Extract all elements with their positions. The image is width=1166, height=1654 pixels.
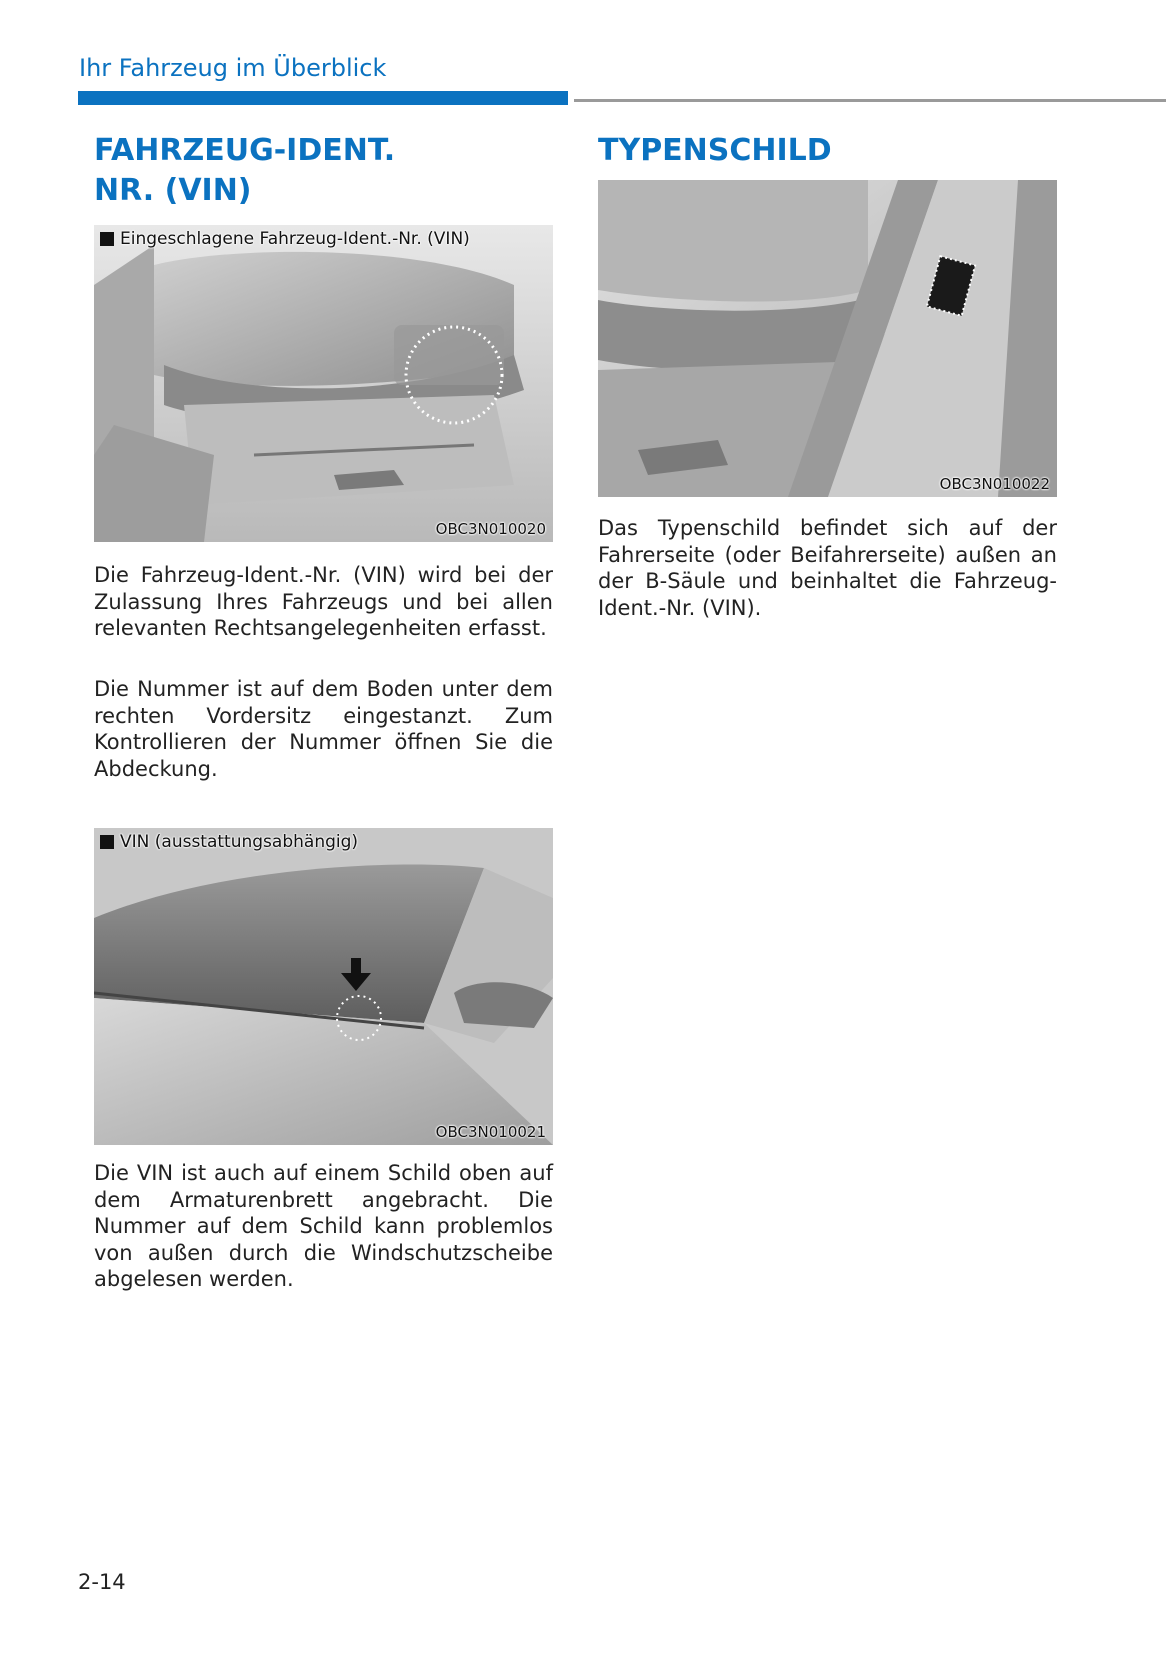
typenschild-figure-code: OBC3N010022 bbox=[939, 475, 1050, 493]
typenschild-figure bbox=[598, 180, 1057, 497]
vin-windshield-figure bbox=[94, 828, 553, 1145]
running-header-title: Ihr Fahrzeug im Überblick bbox=[79, 54, 387, 82]
header-rule-gray bbox=[574, 99, 1166, 102]
b-pillar-illustration bbox=[598, 180, 1057, 497]
vin-windshield-figure-caption: VIN (ausstattungsabhängig) bbox=[100, 832, 358, 852]
vin-title-line2: NR. (VIN) bbox=[94, 173, 252, 208]
seat-floor-illustration bbox=[94, 225, 553, 542]
vin-floor-figure-code: OBC3N010020 bbox=[435, 520, 546, 538]
caption-square-icon bbox=[100, 232, 114, 246]
vin-paragraph-2: Die Nummer ist auf dem Boden unter dem rechten Vordersitz eingestanzt. Zum Kontrollieren der Nummer öffnen Sie die Abdeckung. bbox=[94, 677, 553, 781]
vin-floor-figure bbox=[94, 225, 553, 542]
vin-section-title bbox=[94, 131, 395, 211]
vin-floor-figure-caption: Eingeschlagene Fahrzeug-Ident.-Nr. (VIN) bbox=[100, 229, 470, 249]
header-rule-blue bbox=[78, 91, 568, 105]
vin-windshield-figure-code: OBC3N010021 bbox=[435, 1123, 546, 1141]
windshield-illustration bbox=[94, 828, 553, 1145]
page-number: 2-14 bbox=[78, 1570, 126, 1594]
typenschild-section-title: TYPENSCHILD bbox=[598, 133, 832, 168]
vin-paragraph-3: Die VIN ist auch auf einem Schild oben auf dem Armaturenbrett angebracht. Die Nummer auf dem Schild kann problemlos von außen durch die Windschutzscheibe abgelesen werden. bbox=[94, 1161, 553, 1291]
vin-title-line1: FAHRZEUG-IDENT. bbox=[94, 133, 396, 168]
caption-square-icon bbox=[100, 835, 114, 849]
vin-paragraph-1: Die Fahrzeug-Ident.-Nr. (VIN) wird bei der Zulassung Ihres Fahrzeugs und bei allen relevanten Rechtsangelegenheiten erfasst. bbox=[94, 563, 553, 640]
typenschild-paragraph: Das Typenschild befindet sich auf der Fahrerseite (oder Beifahrerseite) außen an der B-Säule und beinhaltet die Fahrzeug-Ident.-Nr. (VIN). bbox=[598, 516, 1057, 620]
